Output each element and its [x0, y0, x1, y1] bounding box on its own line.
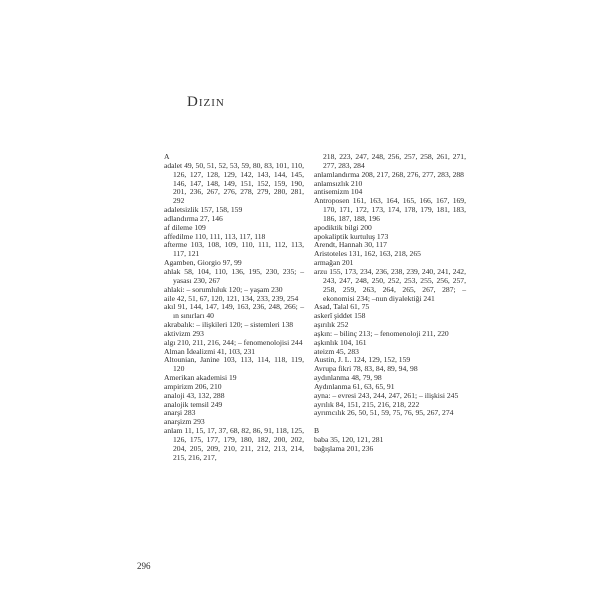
index-entry: aydınlanma 48, 79, 98 [314, 373, 382, 383]
index-entry: affedilme 110, 111, 113, 117, 118 [164, 231, 266, 241]
index-entry: analojik temsil 249 [164, 399, 223, 409]
section-letter-b: B [314, 426, 320, 436]
index-entry: Alman İdealizmi 41, 103, 231 [164, 346, 256, 356]
index-entry: ahlak 58, 104, 110, 136, 195, 230, 235; – yasası 230, 267 [164, 266, 304, 285]
index-entry: afterme 103, 108, 109, 110, 111, 112, 113, 117, 121 [164, 240, 304, 259]
index-entry: anlamsızlık 210 [314, 178, 363, 188]
left-entry-list [164, 162, 304, 463]
index-entry: algı 210, 211, 216, 244; – fenomenolojisi 244 [164, 337, 303, 347]
index-entry: aile 42, 51, 67, 120, 121, 134, 233, 239, 254 [164, 293, 299, 303]
index-entry: Asad, Talal 61, 75 [314, 302, 370, 312]
index-entry: anarşizm 293 [164, 417, 205, 427]
index-entry: af dileme 109 [164, 222, 206, 232]
index-entry: Aydınlanma 61, 63, 65, 91 [314, 381, 395, 391]
index-entry: akıl 91, 144, 147, 149, 163, 236, 248, 266; –ın sınırları 40 [164, 302, 304, 321]
index-entry: baba 35, 120, 121, 281 [314, 434, 384, 444]
right-entry-list-b [314, 436, 466, 454]
index-entry: anlamlandırma 208, 217, 268, 276, 277, 283, 288 [314, 169, 464, 179]
index-entry: aşırılık 252 [314, 320, 349, 330]
index-entry: adalet 49, 50, 51, 52, 53, 59, 80, 83, 101, 110, 126, 127, 128, 129, 142, 143, 144, 145, 146, 147, 148, 149, 151, 152, 159, 190, 201, 236, 267, 276, 278, 279, 280, 281, 292 [164, 160, 304, 206]
index-heading: Dizin [187, 94, 225, 110]
index-entry: ateizm 45, 283 [314, 346, 359, 356]
index-entry: adaletsizlik 157, 158, 159 [164, 205, 243, 215]
index-entry: Altounian, Janine 103, 113, 114, 118, 119, 120 [164, 355, 304, 374]
right-entry-list-a [314, 153, 466, 418]
index-entry: analoji 43, 132, 288 [164, 390, 225, 400]
index-entry: antisemizm 104 [314, 187, 363, 197]
index-column-left [164, 153, 304, 463]
index-entry: ayrımcılık 26, 50, 51, 59, 75, 76, 95, 267, 274 [314, 408, 454, 418]
index-entry: ampirizm 206, 210 [164, 381, 222, 391]
index-column-right [314, 153, 466, 454]
index-entry: Agamben, Giorgio 97, 99 [164, 258, 242, 268]
index-entry: Amerikan akademisi 19 [164, 373, 237, 383]
index-entry: adlandırma 27, 146 [164, 213, 223, 223]
index-entry: anlam 11, 15, 17, 37, 68, 82, 86, 91, 118, 125, 126, 175, 177, 179, 180, 182, 200, 202, 204, 205, 209, 210, 211, 212, 213, 214, 215, 216, 217, [164, 426, 304, 462]
index-entry: bağışlama 201, 236 [314, 443, 374, 453]
index-entry: 218, 223, 247, 248, 256, 257, 258, 261, 271, 277, 283, 284 [323, 152, 466, 170]
index-entry: Austin, J. L. 124, 129, 152, 159 [314, 355, 411, 365]
index-entry: anarşi 283 [164, 408, 196, 418]
index-entry: ahlaki: – sorumluluk 120; – yaşam 230 [164, 284, 283, 294]
index-entry: akrabalık: – ilişkileri 120; – sistemleri 138 [164, 320, 294, 330]
index-entry: apokaliptik kurtuluş 173 [314, 231, 389, 241]
index-entry: Arendt, Hannah 30, 117 [314, 240, 387, 250]
index-entry: apodiktik bilgi 200 [314, 222, 372, 232]
index-entry: Aristoteles 131, 162, 163, 218, 265 [314, 249, 421, 259]
section-gap [314, 418, 466, 427]
index-entry: Antroposen 161, 163, 164, 165, 166, 167, 169, 170, 171, 172, 173, 174, 178, 179, 181, 183, 186, 187, 188, 196 [314, 196, 466, 223]
index-entry: aşkın: – bilinç 213; – fenomenoloji 211, 220 [314, 328, 449, 338]
section-letter-a: A [164, 152, 170, 161]
index-entry: Avrupa fikri 78, 83, 84, 89, 94, 98 [314, 364, 418, 374]
index-entry: askerî şiddet 158 [314, 311, 366, 321]
index-entry: ayna: – evresi 243, 244, 247, 261; – ilişkisi 245 [314, 390, 459, 400]
page-number: 296 [137, 561, 151, 571]
index-entry: arzu 155, 173, 234, 236, 238, 239, 240, 241, 242, 243, 247, 248, 250, 252, 253, 255, 256, 257, 258, 259, 263, 264, 265, 267, 287; – ekonomisi 234; –nun diyalektiği 241 [314, 266, 466, 303]
index-entry: aşkınlık 104, 161 [314, 337, 367, 347]
index-entry: armağan 201 [314, 258, 354, 268]
index-entry: ayrılık 84, 151, 215, 216, 218, 222 [314, 399, 420, 409]
index-entry: aktivizm 293 [164, 328, 204, 338]
